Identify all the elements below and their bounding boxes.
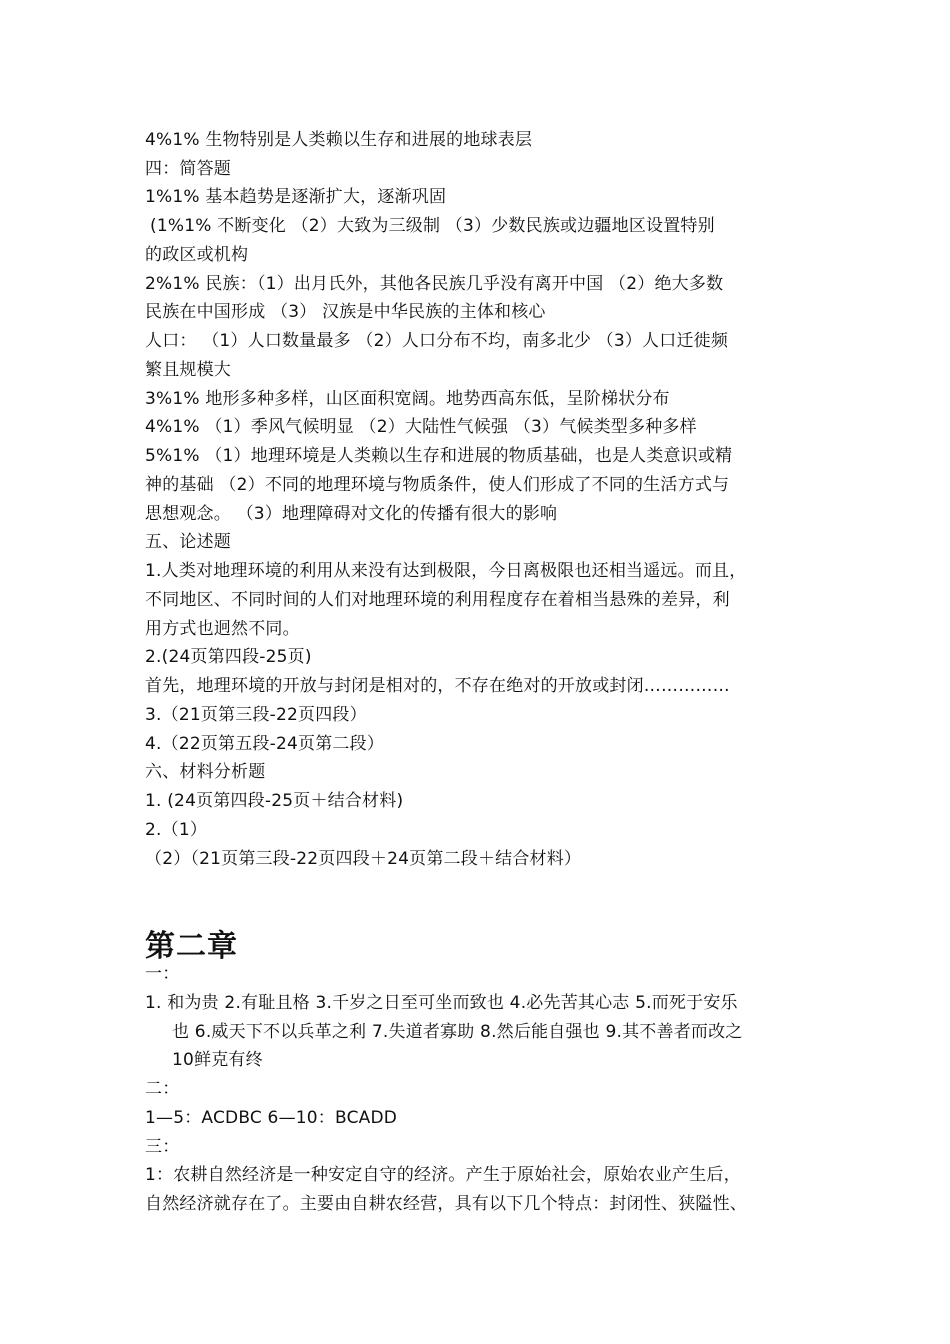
text-line: 1. 和为贵 2.有耻且格 3.千岁之日至可坐而致也 4.必先苦其心志 5.而死于安乐 (145, 993, 738, 1013)
part-label: 三： (145, 1137, 180, 1157)
text-line: 神的基础 （2）不同的地理环境与物质条件，使人们形成了不同的生活方式与 (145, 475, 730, 495)
text-line: （2）（21页第三段-22页四段＋24页第二段＋结合材料） (145, 849, 582, 869)
text-line: 人口： （1）人口数量最多 （2）人口分布不均，南多北少 （3）人口迁徙频 (145, 331, 729, 351)
text-line: 1：农耕自然经济是一种安定自守的经济。产生于原始社会，原始农业产生后， (145, 1165, 741, 1185)
text-line: 繁且规模大 (145, 360, 231, 380)
text-line: 1. (24页第四段-25页＋结合材料) (145, 791, 404, 811)
text-line: (1%1% 不断变化 （2）大致为三级制 （3）少数民族或边疆地区设置特别 (150, 216, 715, 236)
text-line: 民族在中国形成 （3） 汉族是中华民族的主体和核心 (145, 302, 546, 322)
section-heading: 四：简答题 (145, 159, 231, 179)
text-line: 的政区或机构 (145, 245, 249, 265)
part-label: 二： (145, 1079, 180, 1099)
text-line: 3.（21页第三段-22页四段） (145, 705, 367, 725)
text-line: 用方式也迥然不同。 (145, 619, 300, 639)
text-line: 4.（22页第五段-24页第二段） (145, 734, 385, 754)
text-line: 自然经济就存在了。主要由自耕农经营，具有以下几个特点：封闭性、狭隘性、 (145, 1194, 747, 1214)
text-line: 也 6.威天下不以兵革之利 7.失道者寡助 8.然后能自强也 9.其不善者而改之 (172, 1022, 743, 1042)
text-line: 10鲜克有终 (172, 1050, 263, 1070)
text-line: 3%1% 地形多种多样，山区面积宽阔。地势西高东低，呈阶梯状分布 (145, 389, 670, 409)
text-line: 2.(24页第四段-25页) (145, 647, 312, 667)
text-line: 2%1% 民族：（1）出月氏外，其他各民族几乎没有离开中国 （2）绝大多数 (145, 274, 724, 294)
text-line: 思想观念。 （3）地理障碍对文化的传播有很大的影响 (145, 504, 558, 524)
text-line: 1.人类对地理环境的利用从来没有达到极限，今日离极限也还相当遥远。而且， (145, 561, 747, 581)
text-line: 5%1% （1）地理环境是人类赖以生存和进展的物质基础，也是人类意识或精 (145, 446, 733, 466)
text-line: 2.（1） (145, 820, 208, 840)
section-heading: 六、材料分析题 (145, 762, 266, 782)
text-line: 首先，地理环境的开放与封闭是相对的，不存在绝对的开放或封闭…………… (145, 676, 730, 696)
text-line: 1%1% 基本趋势是逐渐扩大，逐渐巩固 (145, 187, 447, 207)
text-line: 1—5：ACDBC 6—10：BCADD (145, 1108, 398, 1128)
text-line: 4%1% （1）季风气候明显 （2）大陆性气候强 （3）气候类型多种多样 (145, 417, 697, 437)
text-line: 不同地区、不同时间的人们对地理环境的利用程度存在着相当悬殊的差异，利 (145, 590, 730, 610)
chapter-title: 第二章 (145, 929, 238, 964)
section-heading: 五、论述题 (145, 532, 231, 552)
text-line: 4%1% 生物特别是人类赖以生存和进展的地球表层 (145, 130, 533, 150)
part-label: 一： (145, 964, 180, 984)
